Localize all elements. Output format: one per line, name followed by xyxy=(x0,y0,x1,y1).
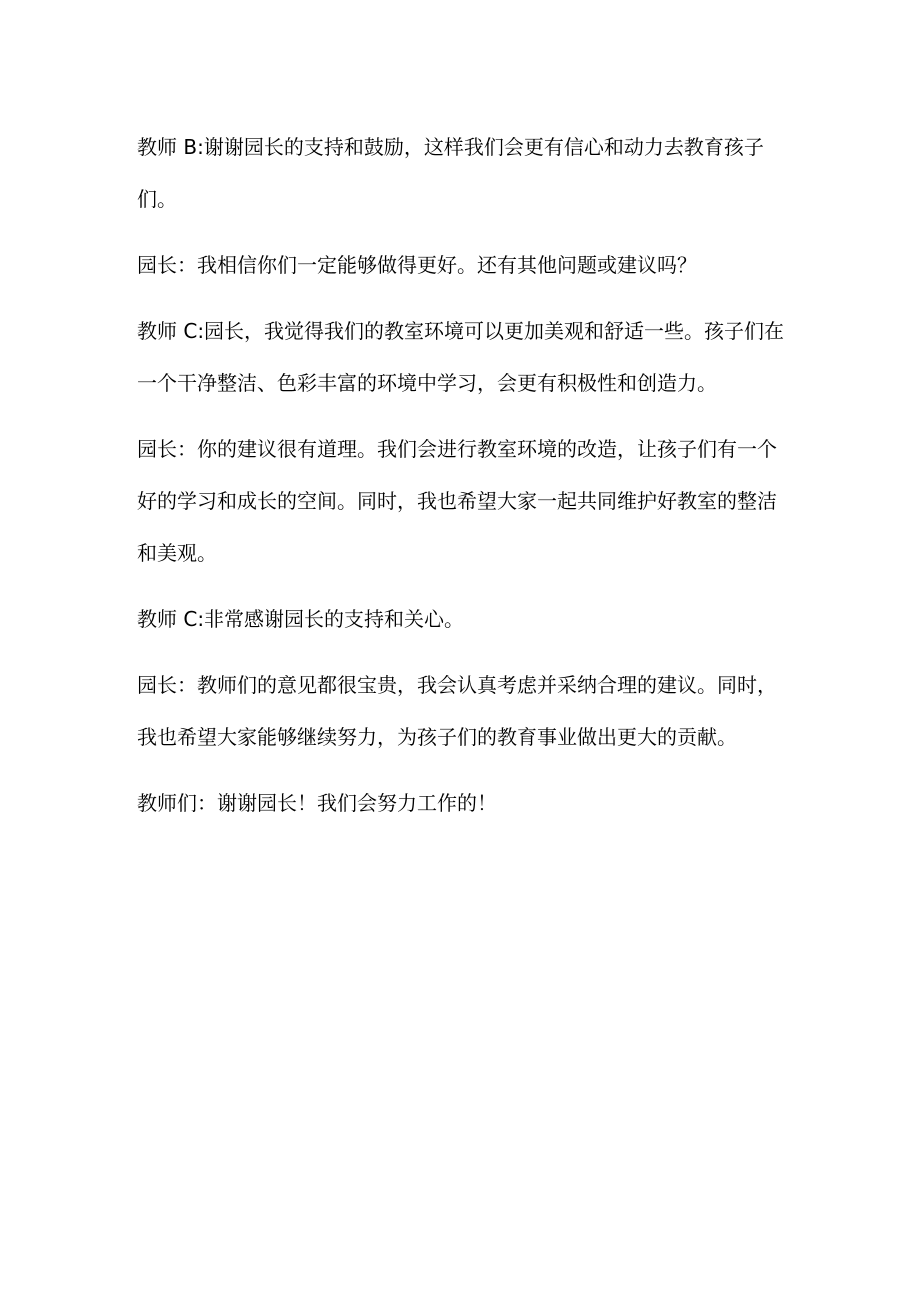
paragraph-principal-response: 园长：你的建议很有道理。我们会进行教室环境的改造，让孩子们有一个好的学习和成长的空间。同时，我也希望大家一起共同维护好教室的整洁和美观。 xyxy=(137,437,777,565)
paragraph-teacher-c-thanks: 教师 C:非常感谢园长的支持和关心。 xyxy=(137,607,465,631)
paragraph-teachers-reply: 教师们：谢谢园长！我们会努力工作的！ xyxy=(137,791,497,815)
document-body xyxy=(137,121,787,843)
paragraph-teacher-c-suggestion: 教师 C:园长，我觉得我们的教室环境可以更加美观和舒适一些。孩子们在一个干净整洁、色彩丰富的环境中学习，会更有积极性和创造力。 xyxy=(137,319,785,395)
paragraph-principal-question: 园长：我相信你们一定能够做得更好。还有其他问题或建议吗？ xyxy=(137,253,697,277)
paragraph-teacher-b-thanks: 教师 B:谢谢园长的支持和鼓励，这样我们会更有信心和动力去教育孩子们。 xyxy=(137,135,764,211)
paragraph-principal-closing: 园长：教师们的意见都很宝贵，我会认真考虑并采纳合理的建议。同时，我也希望大家能够继续努力，为孩子们的教育事业做出更大的贡献。 xyxy=(137,673,777,749)
